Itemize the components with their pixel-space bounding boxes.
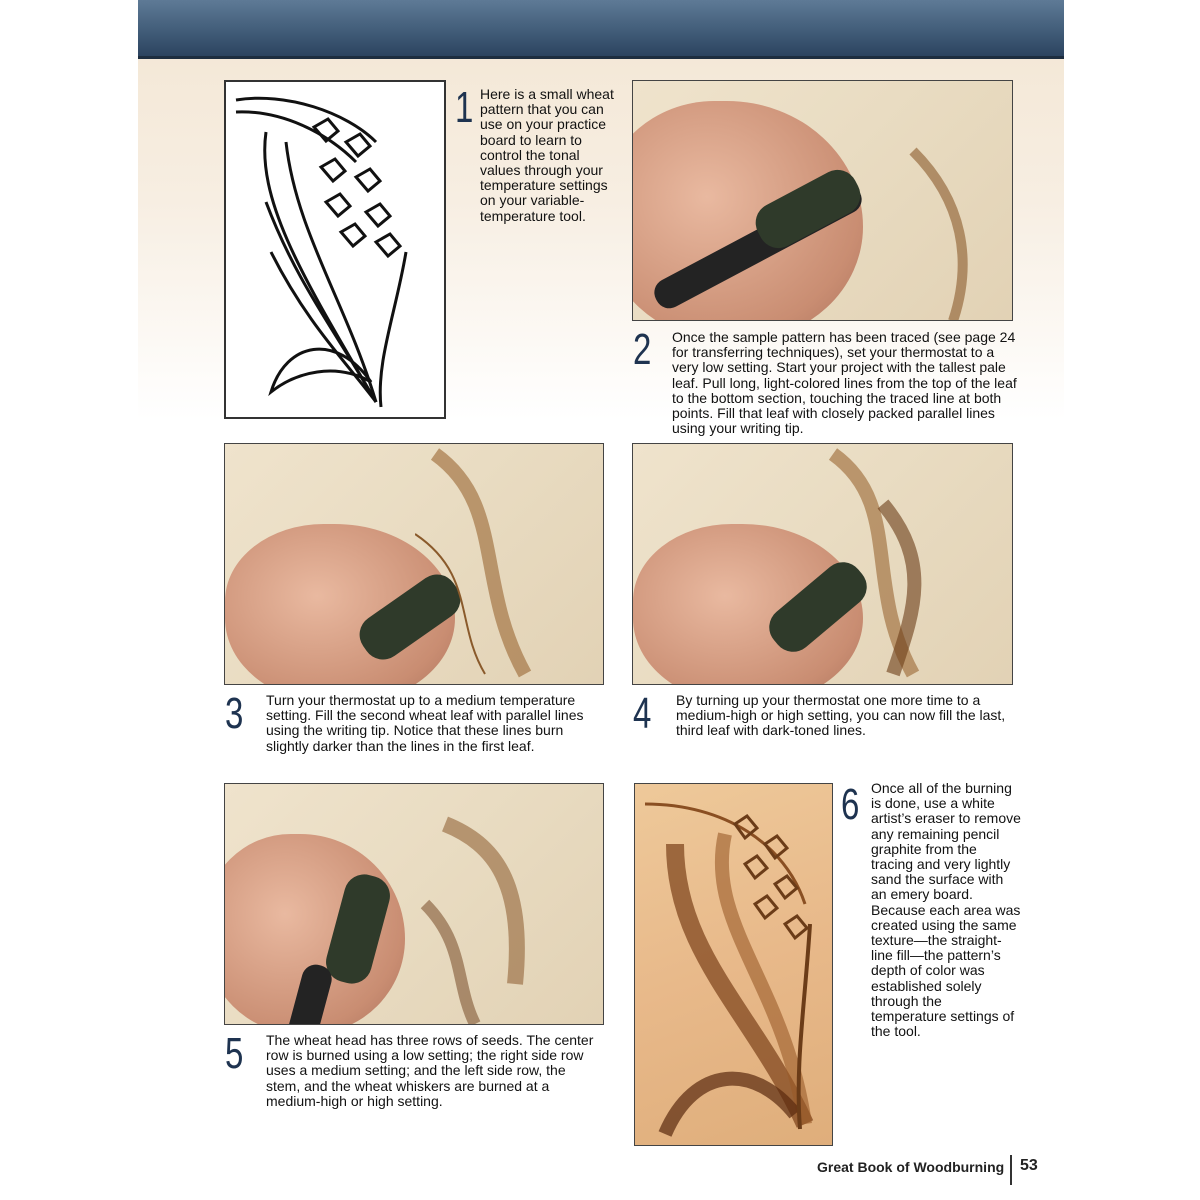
step-number-6: 6 [841, 780, 860, 829]
step-text-4: By turning up your thermostat one more time to a medium-high or high setting, you can now fill the last, third leaf with dark-toned lines. [676, 692, 1006, 739]
header-band [138, 0, 1064, 59]
step-number-4: 4 [633, 689, 652, 738]
step-text-3: Turn your thermostat up to a medium temperature setting. Fill the second wheat leaf with parallel lines using the writing tip. Notice that these lines burn slightly darker than the lines in the first leaf. [266, 692, 584, 754]
step-4-photo [632, 443, 1013, 685]
step-3-photo [224, 443, 604, 685]
step-text-6: Once all of the burning is done, use a white artist’s eraser to remove any remaining pencil graphite from the tracing and very lightly sand the surface with an emery board. Because each area was created using the same texture—the straight-line fill—the pattern’s depth of color was established solely through the temperature settings of the tool. [871, 780, 1021, 1040]
step-2-photo [632, 80, 1013, 321]
page-number: 53 [1020, 1157, 1038, 1174]
step-text-2: Once the sample pattern has been traced (see page 24 for transferring techniques), set your thermostat to a very low setting. Start your project with the tallest pale leaf. Pull long, light-colored lines from the top of the leaf to the bottom section, touching the traced line at both points. Fill that leaf with closely packed parallel lines using your writing tip. [672, 329, 1017, 437]
step-number-1: 1 [455, 83, 474, 132]
step-text-1: Here is a small wheat pattern that you can use on your practice board to learn to control the tonal values through your temperature settings on your variable-temperature tool. [480, 86, 614, 224]
footer-divider [1010, 1155, 1012, 1185]
step-number-5: 5 [225, 1029, 244, 1078]
step-text-5: The wheat head has three rows of seeds. The center row is burned using a low setting; the right side row uses a medium setting; and the left side row, the stem, and the wheat whiskers are burned at a medium-high or high setting. [266, 1032, 594, 1109]
step-number-2: 2 [633, 325, 652, 374]
footer-book-title: Great Book of Woodburning [817, 1159, 1005, 1175]
step-5-photo [224, 783, 604, 1025]
step-number-3: 3 [225, 689, 244, 738]
wheat-pattern-drawing [224, 80, 446, 419]
step-6-finished-photo [634, 783, 833, 1146]
